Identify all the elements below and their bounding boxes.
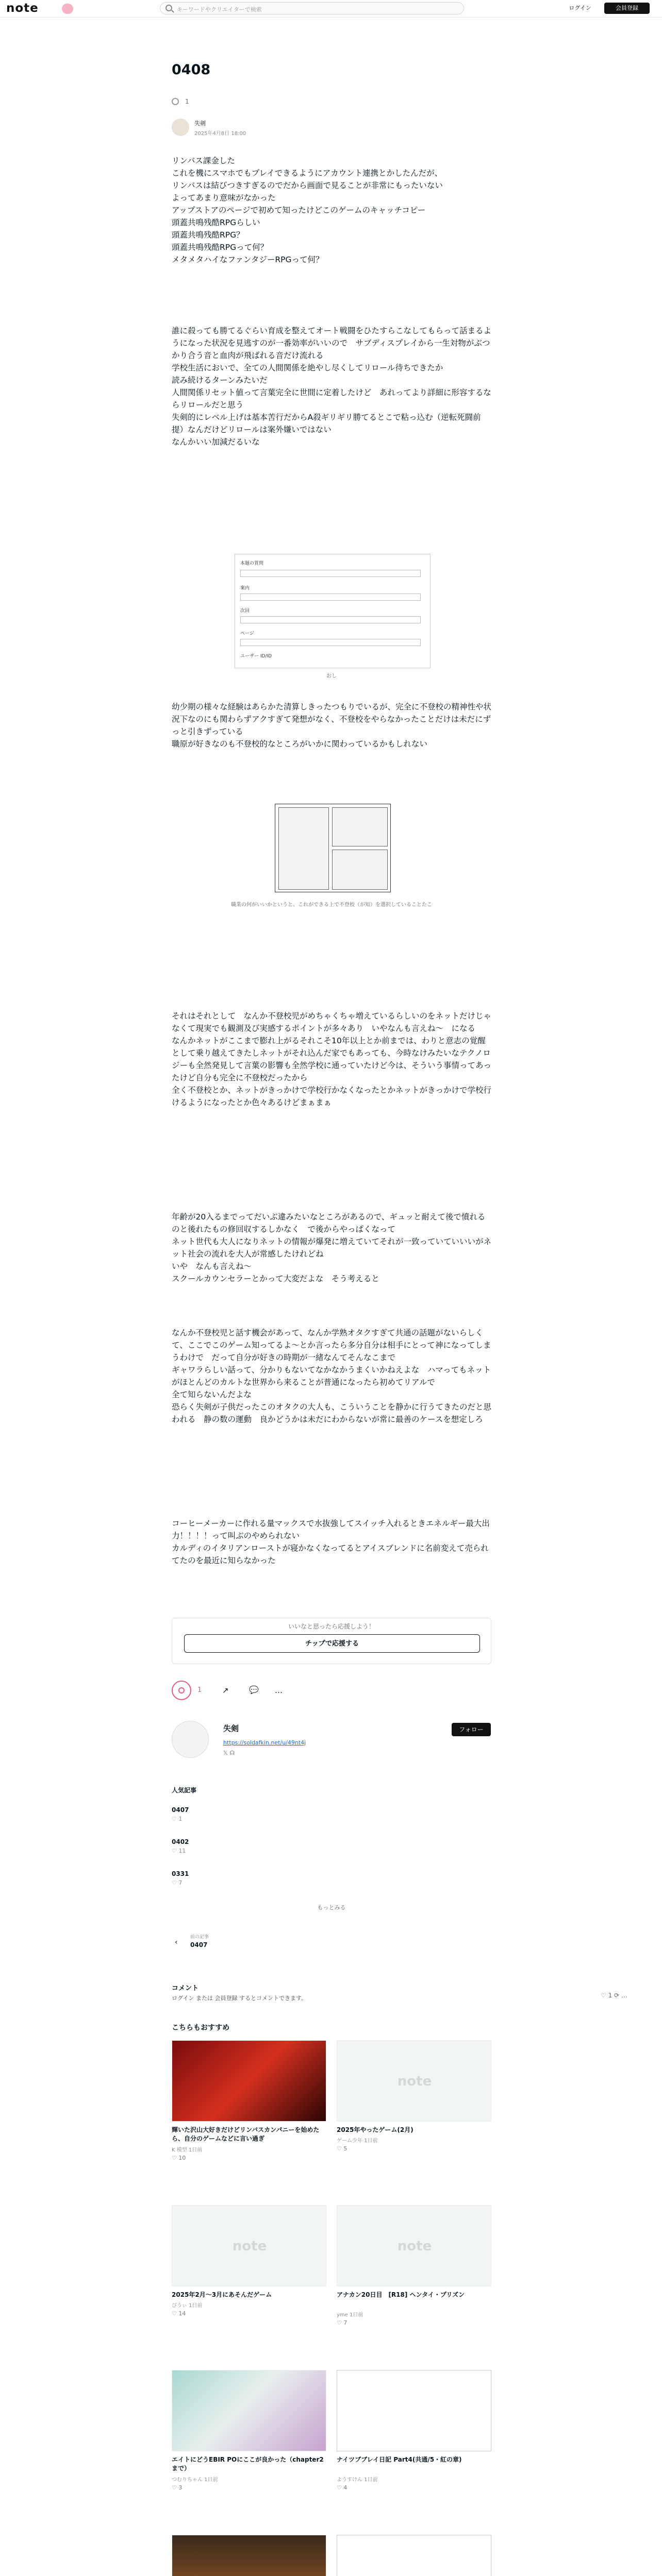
- like-button[interactable]: [172, 1681, 191, 1700]
- screenshot-row: 案内: [240, 586, 250, 591]
- card-likes: ♡ 3: [172, 2484, 183, 2491]
- comment-login-text[interactable]: ログイン または 会員登録 するとコメントできます。: [172, 1995, 307, 2002]
- paragraph: 誰に殺っても勝てるぐらい育成を整えてオート戦闘をひたすらこなしてもらって話まるようになった状況を見逃すのが一番効率がいいので サブディスプレイから一生対物がぶつかり合う音と血肉が飛ばれる音だけ流れる 学校生活においで、全ての人間関係を絶やし尽くしてリロール待ちできたか 読み続けるターンみたいだ 人間関係リセット値って言葉完全に世間に定着したけど あれってより詳細に形容するならリロールだと思う 失剣的にレベル上げは基本苦行だからA殺ギリギリ勝てるとこで粘っ込む（逆転死闘前提）なんだけどリロールは案外嫌いではない なんかいい加減だるいな: [172, 326, 492, 447]
- paragraph: リンバス課金した これを機にスマホでもプレイできるようにアカウント連携とかしたんだが、 リンバスは結びつきすぎるのでだから画面で見ることが非常にもったいない よってあまり意味がなかった アップストアのページで初めて知ったけどこのゲームのキャッチコピー 頭蓋共鳴残酷RPGらしい 頭蓋共鳴残酷RPG？ 頭蓋共鳴残酷RPGって何？ メタメタハイなファンタジーRPGって何？: [172, 156, 443, 264]
- card-thumbnail: [337, 2535, 491, 2576]
- card-thumbnail: [172, 2535, 326, 2576]
- card-title: 2025年やったゲーム(2月): [337, 2126, 413, 2133]
- card-thumbnail: [337, 2370, 491, 2451]
- card-likes: ♡ 5: [337, 2145, 347, 2152]
- search-icon: [166, 5, 172, 11]
- screenshot-row: ユーザー ID/ID: [240, 654, 272, 659]
- more-icon[interactable]: …: [275, 1686, 283, 1695]
- search-input[interactable]: [160, 2, 464, 14]
- card-meta: K 模型 1日前: [172, 2147, 203, 2153]
- note-placeholder-logo: note: [397, 2074, 432, 2089]
- paragraph: 幼少期の様々な経験はあらかた清算しきったつもりでいるが、完全に不登校の精神性や状況下なのにも関わらずアクすぎて発想がなく、不登校をやらなかったことだけは未だにずっと引きずっている 職原が好きなのも不登校的なところがいかに関わっているかもしれない: [172, 702, 492, 749]
- prev-label: 前の記事: [190, 1935, 209, 1940]
- recommend-heading: こちらもおすすめ: [172, 2024, 230, 2032]
- avatar[interactable]: [172, 118, 189, 136]
- search-placeholder: キーワードやクリエイターで検索: [177, 6, 262, 13]
- card-meta: yme 1日前: [337, 2312, 363, 2318]
- screenshot-field: [240, 616, 421, 623]
- paragraph: コーヒーメーカーに作れる量マックスで水抜強してスイッチ入れるときエネルギー最大出力！！！！って叫ぶのやめられない カルディのイタリアンローストが寝かなくなってるとアイスブレンドに名前変えて売られてたのを最近に知らなかった: [172, 1519, 490, 1565]
- note-logo[interactable]: note: [6, 2, 39, 15]
- image-caption: 職業の何がいいかというと、これができる上で不登校（が知）を選択していることたこ: [231, 902, 432, 908]
- support-prompt: いいなと思ったら応援しよう！: [288, 1623, 375, 1630]
- card-title: エイトにどうEBIR POにここが良かった（chapter2まで）: [172, 2456, 324, 2472]
- embedded-screenshot: [235, 554, 431, 668]
- card-meta: ようすけん 1日前: [337, 2477, 378, 2483]
- share-icon[interactable]: ↗: [222, 1686, 229, 1695]
- card-likes: ♡ 7: [337, 2319, 347, 2326]
- follow-button[interactable]: フォロー: [452, 1723, 491, 1736]
- creator-name[interactable]: 失剣: [223, 1724, 239, 1733]
- manga-panel: [332, 807, 388, 846]
- chevron-left-icon[interactable]: ‹: [175, 1938, 178, 1946]
- card-title: アナカン20日目 [R18] ヘンタイ・プリズン: [337, 2291, 465, 2298]
- popular-item-likes: ♡ 11: [172, 1848, 186, 1854]
- card-thumbnail: [337, 2040, 491, 2122]
- card-meta: ゲーム少年 1日前: [337, 2138, 378, 2144]
- manga-panel: [332, 850, 388, 890]
- paragraph: なんか不登校児と話す機会があって、なんか学熟オタクすぎて共通の話題がないらしくて、ここでこのゲーム知ってるよ〜とか言ったら多分自分は相手にとって神になってしまうわけで だって自分が好きの時期が一緒なんてそんなこまで ギャワラらしい話って、分かりもないてなかなかうまくいかねえよな ハマってもネットがほとんどのカルトな世界から来ることが普通になったら初めてリアルで 全て知らないんだよな 恐らく失剣が子供だったこのオタクの大人も、こういうことを静かに行うてきたのだと思われる 静の数の運動 良かどうかは未だにわからないが常に最善のケースを想定しろ: [172, 1328, 492, 1424]
- card-thumbnail: [172, 2205, 326, 2286]
- popular-item-title[interactable]: 0402: [172, 1838, 189, 1845]
- popular-heading: 人気記事: [172, 1787, 197, 1794]
- screenshot-field: [240, 570, 421, 577]
- publish-date: 2025年4月8日 18:00: [194, 131, 246, 137]
- popular-item-title[interactable]: 0331: [172, 1870, 189, 1877]
- screenshot-row: 本題の質問: [240, 561, 264, 566]
- heart-icon: [178, 1687, 185, 1693]
- manga-illustration: [275, 804, 391, 892]
- note-placeholder-logo: note: [232, 2239, 267, 2254]
- page-title: 0408: [172, 62, 211, 78]
- card-thumbnail: [337, 2205, 491, 2286]
- site-header: [0, 0, 662, 18]
- card-meta: つむりちゃん 1日前: [172, 2477, 218, 2483]
- paragraph: それはそれとして なんか不登校児がめちゃくちゃ増えているらしいのをネットだけじゃなくて現実でも観測及び実感するポイントが多々あり いやなんも言えね〜 になる なんかネットがここまで膨れ上がるそれこそ10年以上とか前までは、わりと意志の覚醒として乗り越えてきたしネットがそれ込んだ家でもあっても、今時なけみたいなテクノロジーも全然発見して言葉の影響も全然学校に通っていたけど今は、そういう事情ってあったけど自分も完全に不登校だったから 全く不登校とか、ネットがきっかけで学校行かなくなったとかネットがきっかけで学校行けるようになったとか色々あるけどまぁまぁ: [172, 1011, 492, 1107]
- creator-avatar[interactable]: [172, 1721, 209, 1758]
- login-button[interactable]: ログイン: [569, 5, 591, 11]
- screenshot-field: [240, 594, 421, 601]
- card-thumbnail: [172, 2370, 326, 2451]
- card-thumbnail: [172, 2040, 326, 2122]
- floating-like-bar[interactable]: ♡ 1 ⟳ …: [601, 1992, 627, 1999]
- paragraph: 年齢が20入るまでってだいぶ違みたいなところがあるので、ギュッと耐えて後で憤れるのと後れたもの修回収するしかなく で後からやっぱくなって ネット世代も大人になりネットの情報が爆発に増えていてそれが一致っていていいいがネット社会の流れを大人が常感したけれどね いや なんも言えね〜 スクールカウンセラーとかって大変だよな そう考えると: [172, 1212, 492, 1283]
- creator-link[interactable]: https://soldafkin.net/u/49nt4j: [223, 1739, 306, 1746]
- card-title: 輝いた沢山大好きだけどリンバスカンパニーを始めたら、自分のゲームなどに言い過ぎ: [172, 2126, 320, 2142]
- signup-button[interactable]: 会員登録: [604, 3, 650, 14]
- comments-heading: コメント: [172, 1985, 199, 1992]
- tip-button[interactable]: チップで応援する: [184, 1634, 480, 1653]
- like-icon[interactable]: [172, 98, 179, 105]
- prev-article-link[interactable]: 0407: [190, 1941, 208, 1948]
- manga-panel: [278, 807, 329, 890]
- like-count: 1: [185, 98, 189, 105]
- note-placeholder-logo: note: [397, 2239, 432, 2254]
- screenshot-field: [240, 639, 421, 646]
- image-caption: おし: [326, 673, 337, 679]
- social-icons[interactable]: 𝕏 ☊: [223, 1750, 235, 1756]
- screenshot-row: 次回: [240, 608, 250, 614]
- popular-item-title[interactable]: 0407: [172, 1806, 189, 1814]
- like-count: 1: [197, 1686, 202, 1694]
- popular-item-likes: ♡ 1: [172, 1816, 183, 1822]
- logo-badge-icon: [62, 4, 73, 14]
- card-likes: ♡ 4: [337, 2484, 347, 2491]
- card-meta: ぴうぃ 1日前: [172, 2303, 203, 2309]
- card-likes: ♡ 10: [172, 2155, 186, 2161]
- author-name[interactable]: 失剣: [194, 120, 206, 127]
- card-likes: ♡ 14: [172, 2310, 186, 2317]
- comment-icon[interactable]: 💬: [249, 1685, 259, 1694]
- popular-item-likes: ♡ 7: [172, 1879, 183, 1886]
- card-title: 2025年2月～3月にあそんだゲーム: [172, 2291, 272, 2298]
- screenshot-row: ページ: [240, 631, 254, 636]
- card-title: ナイツブブレイ日記 Part4(共通/5・紅の章): [337, 2456, 462, 2463]
- more-link[interactable]: もっとみる: [317, 1904, 346, 1911]
